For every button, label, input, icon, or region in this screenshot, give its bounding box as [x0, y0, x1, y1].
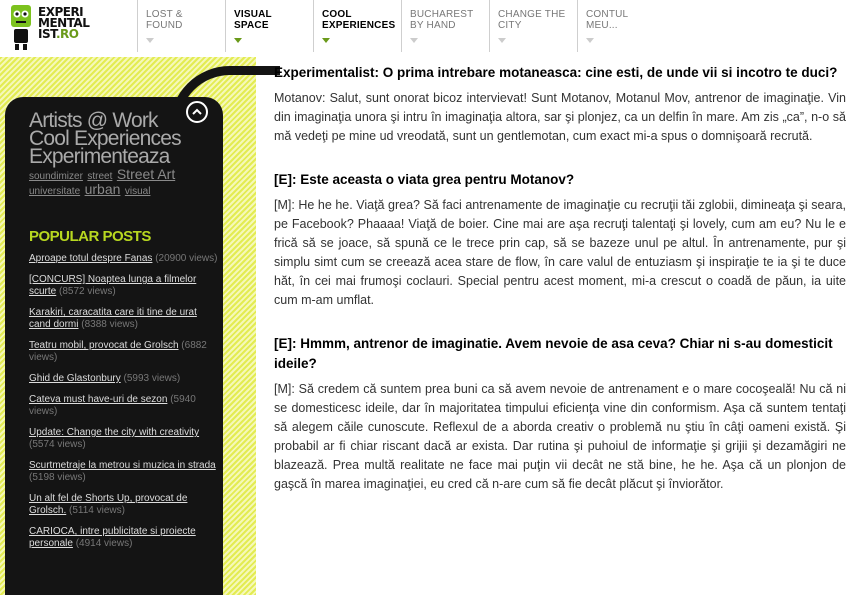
site-header — [0, 0, 859, 57]
popular-posts-list — [29, 253, 219, 559]
article-body — [274, 63, 846, 518]
robot-mascot-icon — [8, 3, 34, 51]
tag-link[interactable]: universitate — [29, 186, 81, 197]
chevron-down-icon — [146, 38, 154, 43]
popular-posts-heading: POPULAR POSTS — [29, 228, 151, 245]
tag-link[interactable]: urban — [84, 181, 121, 197]
tag-link[interactable]: Artists @ Work — [29, 109, 158, 132]
chevron-down-icon — [410, 38, 418, 43]
tag-link[interactable]: street — [87, 171, 113, 182]
list-item — [29, 373, 219, 385]
list-item — [29, 427, 219, 451]
interview-question: Experimentalist: O prima intrebare motaneasca: cine esti, de unde vii si incotro te duci? — [274, 65, 838, 80]
post-link[interactable]: Karakiri, caracatita care iti tine de urat cand dormi — [29, 307, 197, 330]
view-count: (5114 views) — [69, 505, 125, 516]
post-link[interactable]: Un alt fel de Shorts Up, provocat de Grolsch. — [29, 493, 188, 516]
tag-row — [29, 181, 219, 199]
chevron-down-icon — [234, 38, 242, 43]
nav-change-the-city[interactable] — [489, 0, 577, 52]
nav-visual-space[interactable] — [225, 0, 313, 52]
tag-link[interactable]: soundimizer — [29, 171, 83, 182]
nav-contul-meu[interactable] — [577, 0, 665, 52]
tag-cloud — [29, 109, 219, 199]
view-count: (5198 views) — [29, 472, 86, 483]
nav-label: LOST & FOUND — [146, 9, 183, 31]
view-count: (5574 views) — [29, 439, 86, 450]
tag-link[interactable]: Experimenteaza — [29, 145, 170, 168]
interview-answer: [M]: He he he. Viaţă grea? Să faci antrenamente de imaginaţie cu recruţii tăi zglobii, dimineaţa şi seara, pe Facebook? Phaaaa! Viaţă de boier. Cine mai are aşa recruţi talentaţi şi lovely, cum am eu? Nu le e frică să se joace, să spună ce le trece prin cap, să se bazeze unul pe altul. În antrenamente, pur şi simplu simt cum se creează acea stare de flow, în care valul de entuziasm şi inspiraţie te ia şi te duce hăt, în cei mai frumoşi coclauri. Special pentru acest moment, mi-a crescut o coadă de păun, ia uite cum m-am umflat. — [274, 198, 846, 307]
interview-answer: [M]: Să credem că suntem prea buni ca să avem nevoie de antrenament e o mare cocoşeală! Nu că ni se domesticesc ideile, dar în majoritatea timpului eficienţa vine din conformism. Aşa că suntem tentaţi să alegem căile cunoscute. Reflexul de a aborda creativ o problemă nu ştiu în câţi oameni există. Şi probabil ar fi chiar riscant dacă ar exista. Dar rutina şi puhoiul de informaţie şi grijii şi dezamăgiri ne blazează. Prea multă realitate ne face mai puţin vii decât ne stă bine, he he. Aşa că un plonjon de gaşcă în marea imaginaţiei, eu cred că n-are cum să fie decât plăcut şi înviorător. — [274, 382, 846, 491]
nav-label: VISUAL SPACE — [234, 9, 272, 31]
logo-wordmark: EXPERI MENTAL IST.RO — [38, 5, 90, 41]
nav-bucharest-by-hand[interactable] — [401, 0, 489, 52]
list-item — [29, 394, 219, 418]
list-item — [29, 340, 219, 364]
interview-question: [E]: Hmmm, antrenor de imaginatie. Avem nevoie de asa ceva? Chiar ni s-au domesticit ideile? — [274, 336, 833, 371]
list-item — [29, 493, 219, 517]
view-count: (20900 views) — [155, 253, 218, 264]
view-count: (5940 views) — [29, 394, 196, 417]
post-link[interactable]: Aproape totul despre Fanas — [29, 253, 153, 264]
chevron-down-icon — [322, 38, 330, 43]
nav-lost-found[interactable] — [137, 0, 225, 52]
nav-label: COOL EXPERIENCES — [322, 9, 396, 31]
post-link[interactable]: Ghid de Glastonbury — [29, 373, 121, 384]
list-item — [29, 307, 219, 331]
chevron-down-icon — [498, 38, 506, 43]
list-item — [29, 526, 219, 550]
post-link[interactable]: Teatru mobil, provocat de Grolsch — [29, 340, 179, 351]
tag-link[interactable]: Cool Experiences — [29, 127, 181, 150]
view-count: (8388 views) — [81, 319, 138, 330]
nav-label: CONTUL MEU... — [586, 9, 629, 31]
post-link[interactable]: CARIOCA, intre publicitate si proiecte personale — [29, 526, 196, 549]
post-link[interactable]: Update: Change the city with creativity — [29, 427, 200, 438]
site-logo[interactable] — [4, 3, 114, 51]
post-link[interactable]: Scurtmetraje la metrou si muzica in strada — [29, 460, 216, 471]
view-count: (5993 views) — [123, 373, 181, 384]
interview-answer: Motanov: Salut, sunt onorat bicoz intervievat! Sunt Motanov, Motanul Mov, antrenor de imaginaţie. Vin din imaginaţia unora şi intru în imaginaţia altora, sar şi plonjez, ca un delfin în mare. Am zis „ca”, n-o să mă vedeţi pe mine ud vreodată, sunt un gentlemotan, cum exact mi-a spus o domnişoară recrută. — [274, 91, 846, 143]
post-link[interactable]: [CONCURS] Noaptea lunga a filmelor scurte — [29, 274, 197, 297]
view-count: (4914 views) — [75, 538, 133, 549]
nav-label: CHANGE THE CITY — [498, 9, 566, 31]
list-item — [29, 460, 219, 484]
post-link[interactable]: Cateva must have-uri de sezon — [29, 394, 168, 405]
view-count: (8572 views) — [59, 286, 116, 297]
nav-label: BUCHAREST BY HAND — [410, 9, 474, 31]
list-item — [29, 274, 219, 298]
interview-question: [E]: Este aceasta o viata grea pentru Motanov? — [274, 172, 575, 187]
list-item — [29, 253, 219, 265]
nav-cool-experiences[interactable] — [313, 0, 401, 52]
view-count: (6882 views) — [29, 340, 207, 363]
tag-link[interactable]: Street Art — [116, 166, 176, 182]
tag-link[interactable]: visual — [124, 186, 151, 197]
chevron-down-icon — [586, 38, 594, 43]
